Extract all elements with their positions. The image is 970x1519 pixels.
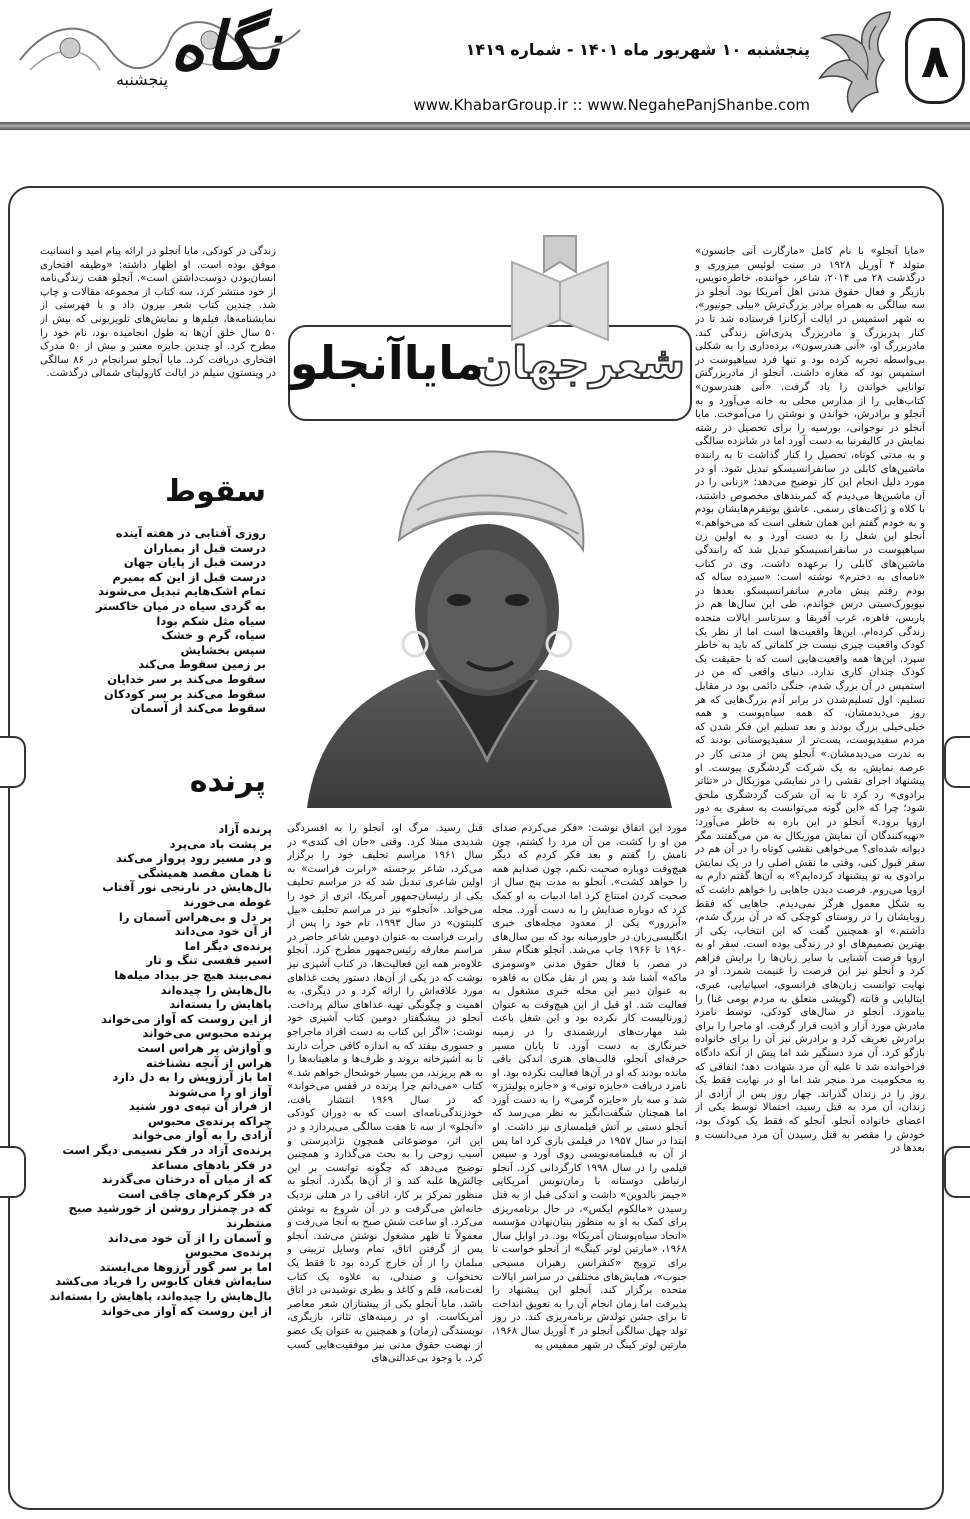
page-number: ۸ [920,34,950,88]
website-links[interactable]: www.KhabarGroup.ir :: www.NegahePanjShanbe.com [413,96,810,114]
article-column-2: مورد این اتفاق نوشت: «فکر می‌کردم صدای من او را کشت. من آن مرد را کشتم، چون نامش را گفتم و بعد فکر کردم که دیگر هیچ‌وقت دوباره صحبت نکنم، چون صدایم همه را خواهد کشت». آنجلو به مدت پنج سال از صحبت کردن امتناع کرد اما ادبیات به او کمک کرد که دوباره صدایش را به دست آورد. مجله «آبزرور» یکی از معدود مجله‌های خبری انگلیسی‌زبان در خاورمیانه بود که بین سال‌های ۱۹۶۰ تا ۱۹۶۶ چاپ می‌شد. آنجلو هنگام سفر در مصر، با فعال حقوق مدنی «وسومزی ماکه» آشنا شد و پس از نقل مکان به قاهره به عنوان دبیر این مجله خبری مشغول به فعالیت شد. او قبل از این هیچ‌وقت به عنوان ژورنالیست کار نکرده بود و این شغل باعث شد مهارت‌های ارزشمندی را در زمینه خبرنگاری به دست آورد. تا پایان مسیر حرفه‌ای آنجلو، قالب‌های هنری اندکی باقی مانده بودند که او در آن‌ها فعالیت نکرده بود. او نامزد دریافت «جایزه تونی» و «جایزه پولیتزر» شد و سه بار «جایزه گرمی» را به دست آورد اما همچنان شگفت‌انگیز به نظر می‌رسد که آنجلو دستی بر آتش فیلمسازی نیز داشت. او ابتدا در سال ۱۹۵۷ در فیلمی بازی کرد اما پس از آن به فیلمنامه‌نویسی روی آورد و سپس فیلمی را در سال ۱۹۹۸ کارگردانی کرد. آنجلو ارتباطی دوستانه با رمان‌نویس آمریکایی «جیمز بالدوین» داشت و اندکی قبل از به قتل رسیدن «مالکوم ایکس»، در حال برنامه‌ریزی برای کمک به او به منظور بنیان‌نهادن مؤسسه «اتحاد سیاه‌پوستان آمریکا» بود. در اوایل سال ۱۹۶۸، «مارتین لوتر کینگ» از آنجلو خواست تا برای ترویج «کنفرانس رهبران مسیحی جنوب»، همایش‌های مختلفی در سراسر ایالات متحده برگزار کند. آنجلو این پیشنهاد را پذیرفت اما زمان انجام آن را به تعویق انداخت تا برای جشن تولدش برنامه‌ریزی کند. در روز تولد چهل سالگی آنجلو در ۴ آوریل سال ۱۹۶۸، مارتین لوتر کینگ در شهر ممفیس به [492,823,687,1351]
phoenix-ornament-icon [810,4,905,116]
frame-tab-right-1 [944,736,970,788]
article-column-3: قتل رسید. مرگ او، آنجلو را به افسردگی شدیدی مبتلا کرد. وقتی «جان اف کندی» در سال ۱۹۶۱ مراسم تحلیف خود را برگزار می‌کرد، شاعر برجسته «رابرت فراست» به اولین شاعری تبدیل شد که در مراسم تحلیف یکی از رئیسان‌جمهور آمریکا، اثری از خود را می‌خواند. «آنجلو» نیز در مراسم تحلیف «بیل کلینتون» در سال ۱۹۹۳، نام خود را پس از رابرت فراست به عنوان دومین شاعر حاضر در مراسم معارفه رئیس‌جمهور مطرح کرد. آنجلو علاوه‌بر همه این فعالیت‌ها، در کتاب آشپزی نیز نوشت که در یکی از آن‌ها، دستور پخت غذاهای مورد علاقه‌اش را ارائه کرد و در دیگری، به اهمیت و چگونگی تهیه غذاهای سالم پرداخت. آنجلو در پیشگفتار دومین کتاب آشپزی خود نوشت: «اگر این کتاب به دست افراد ماجراجو و جسوری بیفتد که به اندازه کافی جرأت دارند تا به آشپزخانه بروند و ظرف‌ها و ماهیتابه‌ها را به هم بریزند، من بسیار خوشحال خواهم شد.» کتاب «می‌دانم چرا پرنده در قفس می‌خواند» که در سال ۱۹۶۹ انتشار یافت، خودزندگی‌نامه‌ای است که به دوران کودکی «آنجلو» از سه تا هفت سالگی می‌پردازد و در این اثر، موضوعاتی همچون نژادپرستی و آسیب روحی را به بحث می‌گذارد و همچنین توضیح می‌دهد که چگونه توانست بر این چالش‌ها غلبه کند و از آن‌ها بگذرد. آنجلو به منظور تمرکز بر کار، اتاقی را در هتلی نزدیک خانه‌اش می‌گرفت و در آن شروع به نوشتن می‌کرد. او ساعت شش صبح به آنجا می‌رفت و معمولاً تا ظهر مشغول نوشتن می‌شد. آنجلو پس از گرفتن اتاق، تمام وسایل تزیینی و مبلمان را از آن خارج کرده بود تا فقط یک تختخواب و صندلی، به علاوه یک کتاب لغت‌نامه، قلم و کاغذ و بطری نوشیدنی در اتاق باشد. مایا آنجلو یکی از پیشتازان شعر معاصر آمریکاست. او در زمینه‌های تئاتر، بازیگری، نویسندگی (رمان) و همچنین به عنوان یک عضو از نهضت حقوق مدنی نیز موفقیت‌هایی کسب کرد. با وجود بی‌عدالتی‌های [287,823,483,1365]
logo-title: نگاه [170,7,280,85]
poem-bird-lines: پرنده آزاد بر پشت باد می‌پرد و در مسیر رود پرواز می‌کند تا همان مقصد همیشگی بال‌هایش در نارنجی نور آفتاب غوطه می‌خورند پر دل و بی‌هراس آسمان را از آن خود می‌داند پرنده‌ی دیگر اما اسیر قفسی تنگ و تار نمی‌بیند هیچ جز بیداد میله‌ها بال‌هایش را چیده‌اند پاهایش را بسته‌اند از این روست که آواز می‌خواند پرنده محبوس می‌خواند و آوازش پر هراس است هراس از آنچه نشناخته اما باز آرزویش را به دل دارد آواز او را می‌شوند از فراز آن تپه‌ی دور شنید چراکه پرنده‌ی محبوس آزادی را به آواز می‌خواند پرنده‌ی آزاد در فکر نسیمی دیگر است در فکر بادهای مساعد که از میان آه درختان می‌گذرند در فکر کرم‌های چاقی است که در چمنزار روشن از خورشید صبح منتظرند و آسمان را از آن خود می‌داند پرنده‌ی محبوس اما بر سر گور آرزوها می‌ایستد سایه‌اش فغان کابوس را فریاد می‌کشد بال‌هایش را چیده‌اند، پاهایش را بسته‌اند از این روست که آواز می‌خواند [49,822,272,1318]
poem-fall-lines: روزی آفتابی در هفته آینده درست قبل از بمباران درست قبل از پایان جهان درست قبل از این که بمیرم تمام اشک‌هایم تبدیل می‌شوند به گردی سیاه در میان خاکستر سیاه مثل شکم بودا سیاه، گرم و خشک سپس بخشایش بر زمین سقوط می‌کند سقوط می‌کند بر سر خدایان سقوط می‌کند بر سر کودکان سقوط می‌کند از آسمان [95,526,266,716]
frame-tab-left-1 [0,736,26,788]
logo-sub: پنجشنبه [115,70,169,89]
logo [150,4,300,104]
masthead [0,0,970,132]
article-column-4: زندگی در کودکی، مایا آنجلو در ارائه پیام امید و انسانیت موفق بوده است. او اظهار داشته: «وظیفه افتخاری انسان‌بودن دوست‌داشتن است». آنجلو هفت زندگی‌نامه از خود منتشر کرد، سه کتاب از مجموعه مقالات و چاپ شد. چندین کتاب شعر بیرون داد و با فهرستی از نمایشنامه‌ها، فیلم‌ها و نمایش‌های تلویزیونی که بیش از ۵۰ سال خلق آن‌ها به طول انجامیده بود، نام خود را مطرح کرد. او چندین جایزه معتبر و بیش از ۵۰ مدرک افتخاری دریافت کرد. مایا آنجلو سرانجام در ۸۶ سالگی در وینستون سیلم در ایالت کارولینای شمالی درگذشت. [40,246,276,380]
article-column-1: «مایا آنجلو» با نام کامل «مارگارت آنی جانسون» متولد ۴ آوریل ۱۹۲۸ در سنت لوئیس میزوری و درگذشت ۲۸ می ۲۰۱۴، شاعر، خواننده، خاطره‌نویس، بازیگر و فعال حقوق مدنی اهل آمریکا بود. آنجلو در سه سالگی به همراه برادر بزرگ‌ترش «بیلی جونیور»، به شهر استمپس در ایالت آرکانزا فرستاده شد تا در کنار پدربزرگ و مادربزرگ پدری‌اش زندگی کند. مادربزرگ او، «آنی هندرسون»، برده‌داری را به شکلی بی‌واسطه تجربه کرده بود و تنها فرد سیاهپوست در استمپس بود که مغازه داشت. آنجلو از مادربزرگش توانایی خواندن را یاد گرفت. «آنی هندرسون» کتاب‌هایی را از مدارس محلی به خانه می‌آورد و به آنجلو و برادرش، خواندن و نوشتن را می‌آموخت. مایا آنجلو در نوجوانی، بورسیه را برای تحصیل در رشته نمایش در کالیفرنیا به دست آورد اما در شانزده سالگی و به مدتی کوتاه، تحصیل را کنار گذاشت تا به راننده ماشین‌های کابلی در سانفرانسیسکو تبدیل شود. او در مورد دلیل انجام این کار توضیح می‌دهد: «زنانی را در آن ماشین‌ها می‌دیدم که کمربندهای مخصوص داشتند، با کلاه و ژاکت‌های رسمی. عاشق یونیفرم‌هایشان بودم و به خودم گفتم این همان شغلی است که می‌خواهم.» آنجلو این شغل را به دست آورد و به اولین زن سیاهپوست در سانفرانسیسکو تبدیل شد که رانندگی ماشین‌های کابلی را برعهده داشت. وی در کتاب «نامه‌ای به دخترم» نوشته است: «سیزده ساله که بودم رفتم پیش مادرم سانفرانسیسکو. بعدها در نیویورک‌سیتی درس خواندم. طی این سال‌ها هم در پاریس، قاهره، غرب آفریقا و سرتاسر ایالات متحده زندگی کرده‌ام. این‌ها واقعیت‌ها است اما از نظر یک کودک واقعیت چیزی نیست جز کلماتی که باید به خاطر سپرد. این‌ها همه واقعیت‌هایی است که با حقیقت یک کودک چندان کاری ندارد. دنیای واقعی که من در استمپس در آن بزرگ شدم، جنگی دائمی بود در مقابل تسلیم. اول تسلیم‌شدن در برابر آدم بزرگ‌هایی که هر روز می‌دیدمشان، که همه سیاه‌پوست و همه خیلی‌خیلی بزرگ بودند و بعد تسلیم این فکر شدن که مردم سفیدپوست، پست‌تر از سفیدپوستانی بودند که به ندرت می‌دیدمشان.» آنجلو پس از مدتی کار در عرصه نمایش، به یک شرکت گردشگری پیوست. او پیشنهاد اجرای نقشی را در نمایشی موزیکال در «تئاتر برادوی» رد کرد تا به آن شرکت گردشگری ملحق شود؛ چرا که «این گونه می‌توانست به سفری به دور اروپا برود.» آنجلو در این باره به خاطر می‌آورد: «تهیه‌کنندگان آن نمایش موزیکال به من می‌گفتند مگر دیوانه شده‌ای؟ می‌خواهی نقشی کوتاه را در آن هم در سفر قبول کنی، وقتی ما نقش اصلی را در یک نمایش برادوی به تو پیشنهاد کرده‌ایم؟» به آن‌ها گفتم دارم به اروپا می‌روم. فرصت دیدن جاهایی را خواهم داشت که به شکل معمول هرگز نمی‌دیدم. جاهایی که فقط رویایشان را در روستای کوچکی که در آن بزرگ شدم، داشتم.» او همچنین گفت که این انتخاب، یکی از بهترین تصمیم‌های او در زندگی بوده است. سفر او به اروپا فرصت آشنایی با سایر زبان‌ها را برایش فراهم کرد و آنجلو نیز این فرصت را غنیمت شمرد. او در نهایت توانست زبان‌های فرانسوی، اسپانیایی، عبری، ایتالیایی و فانته (گویشی متعلق به مردم بومی غنا) را بیاموزد. آنجلو در سال‌های کودکی، توسط نامزد مادرش مورد آزار و اذیت قرار گرفت. او ماجرا را برای برادرش تعریف کرد و برادرش نیز آن را برای خانواده بازگو کرد. آن مرد دستگیر شد اما پیش از آنکه دادگاه فراخوانده شد تا علیه آن مرد شهادت دهد؛ اتفاقی که به محکومیت مرد منجر شد اما او در نهایت فقط یک روز را در زندان گذراند. چهار روز پس از آزادی از زندان، آن مرد به قتل رسید، احتمالا توسط یکی از اعضای خانواده آنجلو. آنجلو که فقط یک کودک بود، خودش را مقصر به قتل رسیدن آن مرد می‌دانست و بعدها در [695,246,925,1155]
issue-line: پنجشنبه ۱۰ شهریور ماه ۱۴۰۱ - شماره ۱۴۱۹ [465,40,810,59]
frame-tab-left-2 [0,1146,26,1198]
section-label: شعرجهان [474,338,685,389]
book-icon [500,232,620,352]
header-rule [0,122,970,130]
frame-tab-right-2 [944,1146,970,1198]
poet-name: مایاآنجلو [289,336,484,390]
poem-title-bird: پرنده [189,764,266,799]
portrait-drawing [287,430,687,808]
poem-title-fall: سقوط [164,474,266,509]
poet-portrait [287,430,687,808]
page-number-badge [905,18,965,104]
